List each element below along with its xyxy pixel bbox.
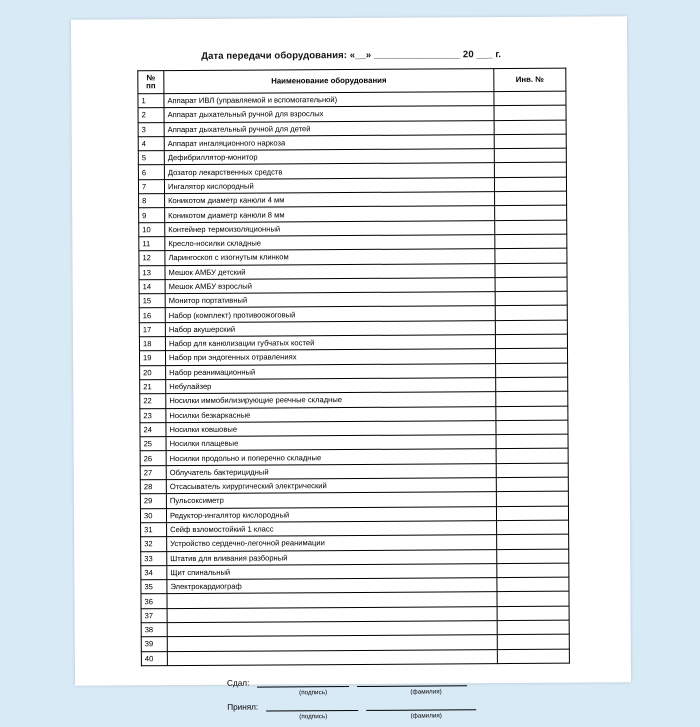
cell-inventory-number[interactable]	[497, 549, 569, 564]
cell-number: 28	[140, 480, 166, 494]
document-content	[137, 37, 569, 726]
cell-equipment-name: Носилки ковшовые	[166, 420, 496, 436]
cell-inventory-number[interactable]	[496, 449, 568, 464]
cell-equipment-name: Ингалятор кислородный	[164, 177, 494, 193]
cell-number: 33	[141, 551, 167, 565]
cell-equipment-name: Мешок АМБУ взрослый	[165, 277, 495, 293]
cell-inventory-number[interactable]	[495, 306, 567, 321]
cell-equipment-name: Набор (комплект) противоожоговый	[165, 306, 495, 322]
cell-equipment-name: Ларингоскоп с изогнутым клинком	[165, 249, 495, 265]
cell-equipment-name: Набор при эндогенных отравлениях	[165, 349, 495, 365]
cell-number: 37	[141, 608, 167, 622]
cell-equipment-name: Контейнер термоизоляционный	[165, 220, 495, 236]
cell-equipment-name: Облучатель бактерицидный	[166, 463, 496, 479]
cell-inventory-number[interactable]	[495, 334, 567, 349]
handed-over-captions	[141, 688, 569, 698]
equipment-table-body	[138, 91, 569, 665]
cell-number: 30	[140, 508, 166, 522]
cell-number: 29	[140, 494, 166, 508]
cell-inventory-number[interactable]	[494, 120, 566, 135]
cell-number: 40	[141, 651, 167, 665]
received-captions	[141, 712, 569, 722]
cell-inventory-number[interactable]	[497, 592, 569, 607]
cell-number: 19	[139, 351, 165, 365]
handed-over-signature-line	[257, 677, 349, 688]
cell-equipment-name: Редуктор-ингалятор кислородный	[166, 506, 496, 522]
cell-number: 32	[141, 537, 167, 551]
cell-equipment-name: Монитор портативный	[165, 292, 495, 308]
cell-inventory-number[interactable]	[497, 606, 569, 621]
cell-equipment-name: Щит спинальный	[167, 563, 497, 579]
cell-inventory-number[interactable]	[496, 377, 568, 392]
cell-equipment-name: Мешок АМБУ детский	[165, 263, 495, 279]
cell-inventory-number[interactable]	[494, 163, 566, 178]
table-header-row	[138, 68, 566, 94]
cell-inventory-number[interactable]	[495, 277, 567, 292]
cell-inventory-number[interactable]	[497, 563, 569, 578]
cell-number: 13	[139, 265, 165, 279]
cell-equipment-name: Дозатор лекарственных средств	[164, 163, 494, 179]
cell-equipment-name	[167, 649, 497, 665]
cell-equipment-name: Аппарат ИВЛ (управляемой и вспомогательной)	[164, 92, 494, 108]
cell-equipment-name: Носилки безкаркасные	[166, 406, 496, 422]
cell-number: 17	[139, 322, 165, 336]
cell-inventory-number[interactable]	[494, 177, 566, 192]
cell-number: 39	[141, 637, 167, 651]
cell-number: 25	[140, 437, 166, 451]
cell-number: 3	[138, 122, 164, 136]
caption-signature-handed: (подпись)	[299, 689, 328, 697]
cell-number: 10	[139, 222, 165, 236]
cell-inventory-number[interactable]	[497, 520, 569, 535]
cell-inventory-number[interactable]	[495, 349, 567, 364]
cell-number: 23	[140, 408, 166, 422]
cell-inventory-number[interactable]	[494, 134, 566, 149]
document-sheet	[71, 16, 631, 721]
cell-inventory-number[interactable]	[496, 391, 568, 406]
cell-number: 15	[139, 294, 165, 308]
cell-equipment-name: Отсасыватель хирургический электрический	[166, 478, 496, 494]
cell-number: 22	[140, 394, 166, 408]
cell-equipment-name: Набор реанимационный	[166, 363, 496, 379]
handed-over-row	[141, 676, 569, 689]
signature-block	[141, 676, 569, 722]
cell-inventory-number[interactable]	[495, 263, 567, 278]
cell-equipment-name: Носилки иммобилизирующие реечные складные	[166, 392, 496, 408]
handed-over-surname-line	[357, 676, 467, 687]
cell-number: 1	[138, 94, 164, 108]
cell-inventory-number[interactable]	[495, 320, 567, 335]
cell-inventory-number[interactable]	[496, 491, 568, 506]
cell-number: 9	[139, 208, 165, 222]
cell-number: 7	[138, 179, 164, 193]
cell-equipment-name: Штатив для вливания разборный	[167, 549, 497, 565]
equipment-table	[137, 68, 570, 666]
cell-inventory-number[interactable]	[497, 577, 569, 592]
cell-equipment-name: Коникотом диаметр канюли 8 мм	[165, 206, 495, 222]
cell-number: 12	[139, 251, 165, 265]
cell-equipment-name: Коникотом диаметр канюли 4 мм	[165, 192, 495, 208]
cell-inventory-number[interactable]	[496, 406, 568, 421]
cell-number: 24	[140, 422, 166, 436]
cell-equipment-name: Набор акушерский	[165, 320, 495, 336]
handed-over-label: Сдал:	[226, 678, 250, 688]
cell-number: 4	[138, 137, 164, 151]
cell-equipment-name: Кресло-носилки складные	[165, 235, 495, 251]
cell-inventory-number[interactable]	[497, 620, 569, 635]
cell-number: 31	[141, 523, 167, 537]
column-header-name: Наименование оборудования	[164, 69, 494, 94]
cell-inventory-number[interactable]	[495, 291, 567, 306]
cell-number: 8	[139, 194, 165, 208]
cell-inventory-number[interactable]	[495, 191, 567, 206]
cell-equipment-name: Небулайзер	[166, 378, 496, 394]
cell-equipment-name: Дефибриллятор-монитор	[164, 149, 494, 165]
received-surname-line	[366, 700, 476, 711]
cell-number: 6	[138, 165, 164, 179]
cell-inventory-number[interactable]	[497, 534, 569, 549]
cell-equipment-name: Электрокардиограф	[167, 578, 497, 594]
cell-equipment-name: Устройство сердечно-легочной реанимации	[167, 535, 497, 551]
column-header-inventory: Инв. №	[494, 68, 566, 91]
caption-surname-handed: (фамилия)	[410, 688, 442, 696]
cell-inventory-number[interactable]	[496, 420, 568, 435]
cell-number: 2	[138, 108, 164, 122]
cell-inventory-number[interactable]	[495, 206, 567, 221]
caption-surname-received: (фамилия)	[410, 712, 442, 720]
cell-number: 21	[140, 380, 166, 394]
cell-inventory-number[interactable]	[494, 91, 566, 106]
cell-inventory-number[interactable]	[496, 463, 568, 478]
cell-equipment-name: Аппарат дыхательный ручной для детей	[164, 120, 494, 136]
cell-equipment-name: Набор для канюлизации губчатых костей	[165, 335, 495, 351]
cell-number: 11	[139, 237, 165, 251]
cell-number: 36	[141, 594, 167, 608]
cell-number: 18	[139, 337, 165, 351]
cell-equipment-name: Аппарат дыхательный ручной для взрослых	[164, 106, 494, 122]
cell-inventory-number[interactable]	[496, 506, 568, 521]
cell-inventory-number[interactable]	[497, 649, 569, 664]
cell-inventory-number[interactable]	[495, 220, 567, 235]
cell-number: 34	[141, 565, 167, 579]
cell-number: 26	[140, 451, 166, 465]
cell-number: 38	[141, 623, 167, 637]
cell-equipment-name: Носилки продольно и поперечно складные	[166, 449, 496, 465]
cell-equipment-name: Носилки плащевые	[166, 435, 496, 451]
document-title: Дата передачи оборудования: «__» ________________ 20 ___ г.	[201, 49, 502, 62]
cell-equipment-name: Пульсоксиметр	[166, 492, 496, 508]
cell-inventory-number[interactable]	[497, 634, 569, 649]
cell-equipment-name: Сейф взломостойкий 1 класс	[167, 521, 497, 537]
cell-number: 27	[140, 465, 166, 479]
cell-inventory-number[interactable]	[494, 148, 566, 163]
cell-inventory-number[interactable]	[495, 248, 567, 263]
column-header-number: № пп	[138, 71, 164, 94]
cell-inventory-number[interactable]	[496, 363, 568, 378]
received-label: Принял:	[227, 702, 259, 712]
cell-inventory-number[interactable]	[495, 234, 567, 249]
received-signature-line	[266, 701, 358, 712]
cell-inventory-number[interactable]	[496, 434, 568, 449]
cell-inventory-number[interactable]	[494, 105, 566, 120]
cell-inventory-number[interactable]	[496, 477, 568, 492]
cell-number: 20	[140, 365, 166, 379]
cell-number: 16	[139, 308, 165, 322]
cell-number: 35	[141, 580, 167, 594]
cell-number: 14	[139, 279, 165, 293]
cell-equipment-name: Аппарат ингаляционного наркоза	[164, 135, 494, 151]
cell-number: 5	[138, 151, 164, 165]
received-row	[141, 700, 569, 713]
caption-signature-received: (подпись)	[299, 713, 328, 721]
table-row	[141, 649, 569, 666]
